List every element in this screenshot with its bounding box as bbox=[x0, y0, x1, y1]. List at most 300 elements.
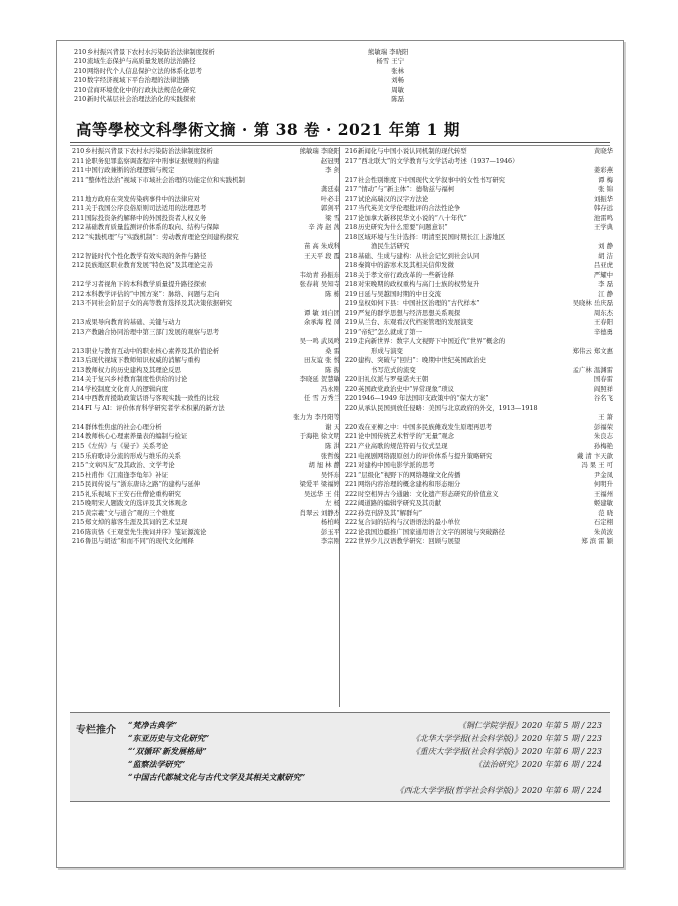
toc-entry bbox=[345, 185, 613, 195]
entry-authors: 陈 栋 bbox=[325, 289, 340, 298]
entry-title: FI 与 AI：评价体育科学研究者学术积累的新方法 bbox=[85, 403, 225, 412]
entry-authors: 张林 bbox=[391, 66, 404, 75]
entry-authors bbox=[575, 157, 613, 167]
entry-authors: 桑 雷 bbox=[325, 346, 340, 355]
promo-source: 《法治研究》2020 年第 6 期 / 224 bbox=[473, 760, 602, 769]
toc-entry-line bbox=[345, 432, 613, 442]
toc-entry bbox=[345, 157, 613, 176]
entry-title: 区域环境与生计选择：明清至民国时期长江上游地区 bbox=[358, 232, 505, 241]
entry-authors: 田友谊 张 悦 bbox=[303, 356, 340, 365]
entry-authors: 李宗刚 bbox=[320, 537, 340, 546]
entry-title: 礼乐视域下王安石仕僧论重构研究 bbox=[85, 489, 181, 498]
entry-page: 210 bbox=[74, 66, 87, 75]
toc-entry bbox=[72, 252, 340, 262]
entry-page: 222 bbox=[345, 489, 358, 498]
entry-authors: 阎照祥 bbox=[593, 384, 613, 393]
entry-page: 212 bbox=[72, 232, 85, 241]
entry-authors: 任 雪 万秀兰 bbox=[303, 394, 340, 403]
toc-entry-line bbox=[345, 471, 613, 481]
toc-entry bbox=[72, 204, 340, 214]
promo-title: “梵净古典学” bbox=[128, 720, 178, 730]
promo-title: “‘双循环’新发展格局” bbox=[128, 746, 207, 756]
entry-page bbox=[345, 366, 358, 376]
entry-title: 从兰台、东观看汉代档案管理的发展演变 bbox=[358, 318, 474, 327]
entry-authors: 于海艳 徐文明 bbox=[299, 432, 340, 441]
entry-title: 日延与吴越国时期的中日交流 bbox=[358, 289, 442, 298]
entry-title: 流域生态保护与高质量发展的法治路径 bbox=[87, 57, 196, 66]
promo-source: 《北华大学学报(社会科学版)》2020 年第 5 期 / 223 bbox=[411, 734, 602, 743]
toc-entry-line bbox=[72, 375, 340, 385]
entry-authors: 姬建敏 bbox=[593, 499, 613, 508]
toc-entry bbox=[72, 375, 340, 385]
entry-authors: 江 静 bbox=[598, 289, 613, 298]
toc-entry bbox=[72, 461, 340, 471]
entry-page: 215 bbox=[72, 461, 85, 470]
entry-authors: 戴 清 卞天歆 bbox=[576, 451, 613, 460]
entry-authors: 叶必丰 bbox=[320, 194, 340, 203]
entry-title: 关于我国公序良俗原则司法适用的法理思考 bbox=[85, 204, 207, 213]
toc-entry-line bbox=[345, 490, 613, 500]
entry-page bbox=[72, 309, 85, 319]
toc-right-column bbox=[345, 147, 613, 547]
entry-authors: 熊敏瑞 李晓阳 bbox=[299, 147, 340, 155]
entry-page: 218 bbox=[345, 251, 358, 260]
toc-entry-line bbox=[72, 442, 340, 452]
entry-authors: 刘振华 bbox=[593, 194, 613, 203]
entry-page bbox=[345, 166, 358, 176]
toc-entry bbox=[72, 385, 340, 395]
toc-entry-line bbox=[345, 442, 613, 452]
toc-entry bbox=[345, 337, 613, 356]
entry-authors: 张哲俊 bbox=[320, 451, 340, 460]
entry-title: 乡村振兴背景下农村水污染防治法律制度探析 bbox=[85, 147, 213, 155]
entry-title: 乡村振兴背景下农村水污染防治法律制度探析 bbox=[87, 48, 215, 56]
toc-entry-line bbox=[345, 394, 613, 404]
entry-page: 220 bbox=[345, 356, 358, 365]
entry-title: 产业高歌的规范符码与仪式呈现 bbox=[358, 441, 448, 450]
toc-entry-line bbox=[345, 528, 613, 538]
toc-entry bbox=[345, 309, 613, 319]
entry-authors: 辛 涛 赵 茜 bbox=[308, 223, 340, 232]
entry-authors: 杨雪 王宁 bbox=[376, 57, 404, 66]
entry-authors: 韦幼青 孙振东 bbox=[299, 270, 340, 279]
entry-authors: 余承海 程 凤 bbox=[303, 318, 340, 327]
entry-title: 国际投资条约解释中的外国投资者人权义务 bbox=[85, 213, 207, 222]
entry-title: 论加拿大新移民华文小说的“八十年代” bbox=[358, 213, 467, 222]
entry-title: 郑文焯的慕客生涯及其词的艺术呈现 bbox=[85, 518, 188, 527]
promo-title: “监察法学研究” bbox=[128, 759, 186, 769]
entry-title: 秦简中的游寒术及其相关信仰发微 bbox=[358, 261, 454, 270]
entry-authors: 陈 洪 bbox=[325, 441, 340, 450]
entry-page: 218 bbox=[345, 232, 358, 241]
toc-entry-line bbox=[345, 499, 613, 509]
toc-entry bbox=[72, 442, 340, 452]
toc-entry-line bbox=[72, 471, 340, 481]
toc-entry-line bbox=[345, 195, 613, 205]
entry-title: 数字经济视域下平台治理的法律进路 bbox=[87, 76, 190, 85]
entry-authors: 彭福荣 bbox=[593, 422, 613, 431]
entry-authors: 王学典 bbox=[593, 223, 613, 232]
entry-page: 215 bbox=[72, 451, 85, 460]
entry-page: 217 bbox=[345, 213, 358, 222]
toc-entry bbox=[72, 480, 340, 490]
toc-entry bbox=[72, 261, 340, 280]
promo-title: “东亚历史与文化研究” bbox=[128, 733, 210, 743]
entry-page: 218 bbox=[345, 270, 358, 279]
toc-entry-line bbox=[345, 290, 613, 300]
entry-page: 222 bbox=[345, 508, 358, 517]
column-divider bbox=[339, 147, 340, 707]
toc-entry-line bbox=[345, 347, 613, 357]
toc-entry bbox=[345, 223, 613, 233]
toc-entry-line bbox=[345, 299, 613, 309]
entry-title bbox=[358, 166, 575, 176]
entry-authors: 国春雷 bbox=[593, 375, 613, 384]
toc-entry-line bbox=[345, 204, 613, 214]
toc-entry bbox=[72, 290, 340, 300]
entry-page: 220 bbox=[345, 394, 358, 403]
toc-entry bbox=[345, 195, 613, 205]
toc-entry bbox=[345, 328, 613, 338]
toc-entry-line bbox=[72, 356, 340, 366]
entry-title: 学校制度文化育人的逻辑向度 bbox=[85, 384, 169, 393]
toc-entry bbox=[72, 223, 340, 233]
toc-entry bbox=[345, 299, 613, 309]
toc-entry-line bbox=[72, 347, 340, 357]
toc-entry-line bbox=[345, 157, 613, 167]
entry-page: 217 bbox=[345, 185, 358, 194]
entry-authors: 陈磊 bbox=[391, 94, 404, 103]
entry-authors bbox=[302, 233, 340, 243]
entry-page: 221 bbox=[345, 480, 358, 489]
toc-entry bbox=[345, 509, 613, 519]
toc-entry-line bbox=[72, 318, 340, 328]
entry-page: 215 bbox=[72, 470, 85, 479]
entry-authors: 吕亚虎 bbox=[593, 261, 613, 270]
toc-entry bbox=[72, 233, 340, 252]
entry-page: 216 bbox=[72, 537, 85, 546]
toc-entry bbox=[72, 157, 340, 167]
entry-authors: 辛德勇 bbox=[593, 327, 613, 336]
entry-page: 212 bbox=[72, 251, 85, 260]
toc-entry bbox=[72, 471, 340, 481]
entry-title: 形成与演变 bbox=[371, 346, 403, 355]
toc-entry-line bbox=[345, 214, 613, 224]
entry-authors: 张 锦 bbox=[598, 185, 613, 194]
entry-authors: 冯 果 王 可 bbox=[581, 461, 613, 470]
promo-item bbox=[128, 771, 602, 784]
entry-page: 210 bbox=[74, 94, 87, 103]
toc-entry-line bbox=[345, 356, 613, 366]
toc-entry-line bbox=[345, 271, 613, 281]
entry-page: 215 bbox=[72, 508, 85, 517]
entry-authors: 吴怀东 bbox=[320, 470, 340, 479]
toc-entry bbox=[345, 461, 613, 471]
top-entry-list bbox=[74, 48, 409, 104]
toc-entry-line bbox=[345, 385, 613, 395]
toc-entry bbox=[345, 442, 613, 452]
entry-page: 210 bbox=[74, 85, 87, 94]
entry-title bbox=[85, 185, 302, 195]
entry-page: 212 bbox=[72, 261, 85, 270]
toc-entry bbox=[345, 204, 613, 214]
entry-authors: 谭 敏 刘自团 bbox=[303, 308, 340, 317]
entry-page: 211 bbox=[72, 156, 85, 165]
entry-page: 219 bbox=[345, 337, 358, 346]
toc-entry-line bbox=[72, 252, 340, 262]
toc-entry-line bbox=[72, 452, 340, 462]
top-entry-row bbox=[74, 76, 404, 85]
toc-entry bbox=[72, 432, 340, 442]
toc-entry bbox=[345, 176, 613, 186]
entry-authors bbox=[302, 176, 340, 186]
toc-entry-line bbox=[345, 261, 613, 271]
entry-authors: 冯永刚 bbox=[320, 384, 340, 393]
entry-title: 产教融合协同治理中第三部门发展的观察与思考 bbox=[85, 327, 220, 336]
entry-authors bbox=[575, 404, 613, 414]
toc-entry bbox=[345, 290, 613, 300]
toc-entry-line bbox=[345, 413, 613, 423]
toc-entry-line bbox=[72, 147, 340, 157]
entry-title: 晚明宋人题跋文的选评及其文体观念 bbox=[85, 499, 188, 508]
toc-entry-line bbox=[72, 490, 340, 500]
entry-title: “整体性法治”视域下市域社会治理的功能定位和实践机制 bbox=[85, 175, 245, 184]
entry-title: 社会性别维度下中国现代文学叙事中的女性书写研究 bbox=[358, 175, 505, 184]
entry-authors: 刘 静 bbox=[598, 242, 613, 251]
promo-item bbox=[128, 719, 602, 732]
entry-title: 对宋晚期的政权重构与高门士族的权势复升 bbox=[358, 280, 480, 289]
entry-authors: 龚廷泰 bbox=[320, 185, 340, 194]
entry-authors bbox=[302, 404, 340, 414]
toc-entry bbox=[345, 385, 613, 395]
entry-page: 218 bbox=[345, 261, 358, 270]
top-entry-row bbox=[74, 57, 404, 66]
entry-page: 212 bbox=[72, 223, 85, 232]
toc-entry bbox=[345, 318, 613, 328]
toc-entry-line bbox=[72, 385, 340, 395]
entry-authors: 苗 高 朱成科 bbox=[303, 242, 340, 251]
entry-page bbox=[345, 242, 358, 252]
entry-page bbox=[72, 185, 85, 195]
entry-title: 不同社会阶层子女的高等教育选择及其决策依据研究 bbox=[85, 299, 232, 308]
entry-page: 216 bbox=[72, 527, 85, 536]
entry-title: 陈寅恪《王观堂先生挽词并序》笺证源流论 bbox=[85, 527, 207, 536]
entry-authors: 刘畅 bbox=[391, 76, 404, 85]
toc-entry bbox=[345, 261, 613, 271]
entry-title: 戏在亚柳之中：中国多民族傩戏发生原理再思考 bbox=[358, 422, 493, 431]
entry-authors: 杨柏岭 bbox=[320, 518, 340, 527]
entry-authors: 孟广林 温渊雷 bbox=[572, 365, 613, 374]
toc-entry bbox=[345, 356, 613, 375]
entry-title: 网络时代个人信息保护立法的体系化思考 bbox=[87, 66, 203, 75]
entry-page: 211 bbox=[72, 204, 85, 213]
entry-authors: 李 剑 bbox=[325, 166, 340, 175]
toc-entry-line bbox=[345, 185, 613, 195]
entry-page: 219 bbox=[345, 289, 358, 298]
toc-entry-line bbox=[345, 461, 613, 471]
toc-entry-line bbox=[345, 337, 613, 347]
toc-entry bbox=[72, 499, 340, 509]
entry-page: 213 bbox=[72, 346, 85, 355]
entry-title: 关于复兴乡村教育制度性供给的讨论 bbox=[85, 375, 188, 384]
entry-page: 210 bbox=[74, 48, 87, 56]
entry-title bbox=[85, 271, 296, 281]
entry-page: 210 bbox=[74, 57, 87, 66]
entry-title: 职业与教育互动中的职业核心素养及其价值论析 bbox=[85, 346, 220, 355]
entry-authors bbox=[302, 299, 340, 309]
toc-entry-line bbox=[72, 261, 340, 271]
entry-page: 214 bbox=[72, 432, 85, 441]
entry-authors: 谢 天 bbox=[325, 422, 340, 431]
toc-entry-line bbox=[72, 394, 340, 404]
entry-authors: 彭玉平 bbox=[320, 527, 340, 536]
entry-title: 新时代基层社会治理法治化的实践探索 bbox=[87, 94, 196, 103]
entry-page: 219 bbox=[345, 299, 358, 308]
entry-page: 219 bbox=[345, 318, 358, 327]
toc-entry bbox=[72, 328, 340, 347]
journal-title: 高等學校文科學術文摘 · 第 38 卷 · 2021 年第 1 期 bbox=[76, 120, 460, 139]
entry-page: 212 bbox=[72, 289, 85, 298]
entry-page: 214 bbox=[72, 403, 85, 412]
toc-entry bbox=[72, 347, 340, 357]
top-entry-row bbox=[74, 95, 404, 104]
entry-title: 书写范式的流变 bbox=[371, 365, 416, 374]
entry-title: 杜甫作《江南逢李龟年》补证 bbox=[85, 470, 169, 479]
entry-page: 213 bbox=[72, 356, 85, 365]
entry-title bbox=[85, 337, 296, 347]
toc-entry bbox=[72, 490, 340, 500]
entry-title: 建构、突破与“回归”：晚期中世纪英国政治史 bbox=[358, 356, 486, 365]
entry-authors: 朱良志 bbox=[593, 432, 613, 441]
toc-entry-line bbox=[345, 366, 613, 376]
promo-item bbox=[128, 758, 602, 771]
entry-title: 历史研究为什么需要“问题意识” bbox=[358, 223, 448, 232]
toc-entry-line bbox=[72, 271, 340, 281]
toc-entry bbox=[72, 528, 340, 538]
toc-entry-line bbox=[72, 157, 340, 167]
entry-page: 215 bbox=[72, 441, 85, 450]
promo-item bbox=[128, 784, 602, 797]
entry-title: “实践机理”与“实践机制”：劳动教育理论空间建构探究 bbox=[85, 232, 239, 241]
promo-source: 《重庆大学学报(社会科学版)》2020 年第 6 期 / 223 bbox=[411, 747, 602, 756]
toc-entry bbox=[72, 509, 340, 519]
entry-authors: 王 箫 bbox=[598, 413, 613, 422]
toc-entry-line bbox=[345, 252, 613, 262]
toc-entry bbox=[72, 394, 340, 404]
entry-title: “西北联大”的文学教育与文学活动考述（1937—1946） bbox=[358, 156, 519, 165]
entry-title: 对建构中国电影学派的思考 bbox=[358, 461, 435, 470]
entry-authors: 肖翠云 刘静杰 bbox=[299, 508, 340, 517]
toc-entry-line bbox=[72, 328, 340, 338]
toc-entry bbox=[345, 394, 613, 404]
toc-entry bbox=[72, 299, 340, 318]
toc-entry-line bbox=[72, 176, 340, 186]
entry-authors: 王春阳 bbox=[593, 318, 613, 327]
entry-title: 论职务犯罪监察调查程序中刑事证据规则的构建 bbox=[85, 156, 220, 165]
entry-title: 论我国边疆推广国家通用语言文字的困境与突破路径 bbox=[358, 527, 505, 536]
entry-title: 《左传》与《晏子》关系考论 bbox=[85, 441, 169, 450]
promo-item bbox=[128, 745, 602, 758]
entry-authors: 吴远华 王 伟 bbox=[303, 489, 340, 498]
toc-entry-line bbox=[72, 461, 340, 471]
top-entry-row bbox=[74, 86, 404, 95]
entry-title: 网络内容治理的概念建构和形态细分 bbox=[358, 480, 461, 489]
entry-authors: 周东杰 bbox=[593, 308, 613, 317]
top-entry-row bbox=[74, 67, 404, 76]
entry-page bbox=[345, 413, 358, 423]
toc-entry-line bbox=[72, 280, 340, 290]
entry-title: 中国行政兼断的治理逻辑与规定 bbox=[85, 166, 175, 175]
toc-entry bbox=[345, 480, 613, 490]
entry-page: 214 bbox=[72, 422, 85, 431]
toc-entry-line bbox=[72, 404, 340, 414]
toc-entry-line bbox=[345, 223, 613, 233]
entry-title: 严复的群学思想与经济思想关系观探 bbox=[358, 308, 461, 317]
entry-title: 民间传说与“浙东唐诗之路”的建构与延伸 bbox=[85, 480, 201, 489]
entry-page: 220 bbox=[345, 403, 358, 412]
entry-title: 旧礼仪派与罗曼诺夫王朝 bbox=[358, 375, 429, 384]
toc-entry-line bbox=[72, 204, 340, 214]
entry-authors bbox=[575, 356, 613, 366]
entry-page bbox=[72, 337, 85, 347]
entry-title: 孙克刊辞及其“解群句” bbox=[358, 508, 423, 517]
entry-page: 219 bbox=[345, 308, 358, 317]
toc-entry-line bbox=[72, 223, 340, 233]
entry-authors: 熊敏瑞 李晓阳 bbox=[368, 48, 409, 56]
entry-title bbox=[358, 413, 575, 423]
entry-title: 黄宗羲“文与道合”观的三个维度 bbox=[85, 508, 175, 517]
toc-entry bbox=[72, 280, 340, 290]
header-rule bbox=[70, 142, 610, 143]
entry-title: 后现代视域下教师知识权威的消解与重构 bbox=[85, 356, 201, 365]
toc-entry bbox=[72, 147, 340, 157]
entry-authors bbox=[302, 328, 340, 338]
entry-authors: 吴晓林 岳庆磊 bbox=[572, 299, 613, 308]
toc-entry-line bbox=[345, 242, 613, 252]
toc-entry-line bbox=[72, 528, 340, 538]
toc-entry-line bbox=[345, 518, 613, 528]
toc-entry-line bbox=[345, 537, 613, 547]
toc-entry-line bbox=[345, 328, 613, 338]
toc-entry bbox=[345, 432, 613, 442]
entry-authors: 李 磊 bbox=[598, 280, 613, 289]
entry-title: 新闻化与中国小说认同机制的现代转型 bbox=[358, 147, 467, 155]
entry-page: 221 bbox=[345, 451, 358, 460]
toc-entry bbox=[345, 499, 613, 509]
toc-entry-line bbox=[72, 290, 340, 300]
toc-entry bbox=[72, 452, 340, 462]
toc-entry-line bbox=[345, 452, 613, 462]
entry-authors: 姜彩燕 bbox=[593, 166, 613, 175]
toc-entry bbox=[345, 490, 613, 500]
toc-entry-line bbox=[345, 509, 613, 519]
entry-page: 219 bbox=[345, 327, 358, 336]
entry-authors: 郑伟云 郑文惠 bbox=[572, 346, 613, 355]
toc-entry-line bbox=[72, 537, 340, 547]
promo-label: 专栏推介 bbox=[76, 725, 116, 736]
entry-title: 本科教学评估的“中国方案”：脉络、问题与走向 bbox=[85, 289, 220, 298]
entry-authors bbox=[302, 261, 340, 271]
entry-authors: 韩存远 bbox=[593, 204, 613, 213]
entry-title: “文章四友”及其政治、文学考论 bbox=[85, 461, 175, 470]
entry-page bbox=[72, 271, 85, 281]
entry-page: 213 bbox=[72, 299, 85, 308]
entry-title: 地方政府在突发传染病事件中的法律应对 bbox=[85, 194, 201, 203]
toc-entry-line bbox=[72, 233, 340, 243]
toc-entry bbox=[345, 233, 613, 252]
toc-entry-line bbox=[345, 480, 613, 490]
entry-title bbox=[85, 309, 300, 319]
